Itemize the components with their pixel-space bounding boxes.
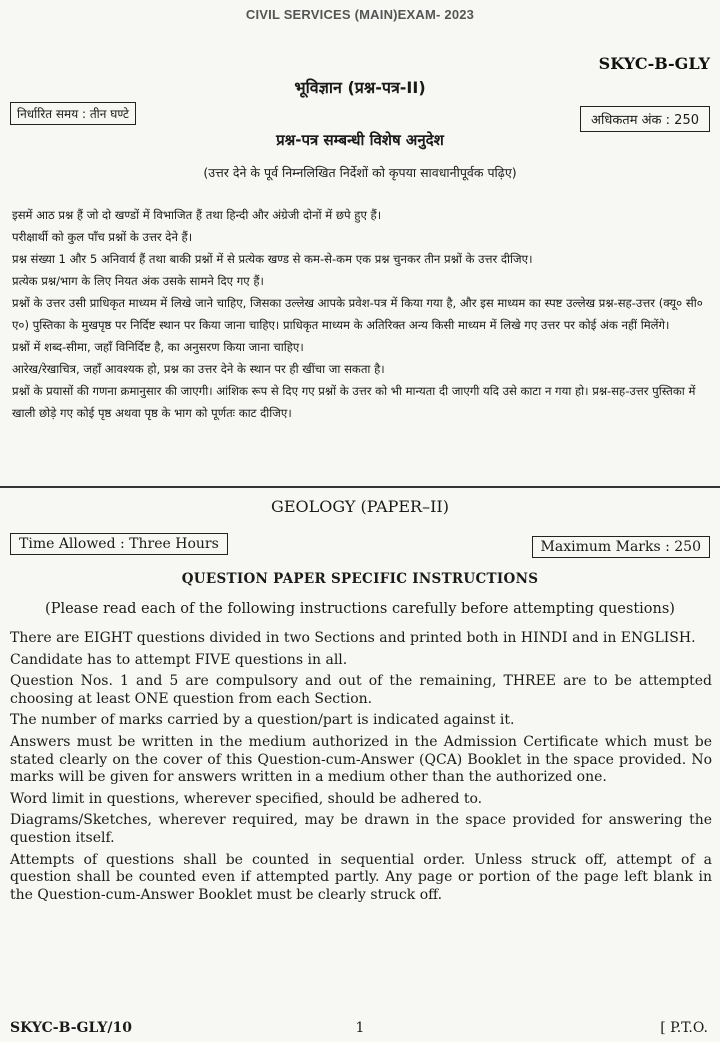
hindi-paper-title: भूविज्ञान (प्रश्न-पत्र-II) <box>294 78 426 97</box>
footer-page-number: 1 <box>355 1020 365 1036</box>
hindi-instruction: प्रश्नों में शब्द-सीमा, जहाँ विनिर्दिष्ट है, का अनुसरण किया जाना चाहिए। <box>12 340 304 354</box>
english-instruction: There are EIGHT questions divided in two Sections and printed both in HINDI and in ENGLISH. <box>10 630 696 646</box>
english-paper-title: GEOLOGY (PAPER–II) <box>271 497 449 516</box>
english-instruction: The number of marks carried by a question/part is indicated against it. <box>10 712 515 729</box>
english-instruction: Candidate has to attempt FIVE questions in all. <box>10 651 348 668</box>
hindi-instructions-list <box>12 204 712 424</box>
english-instruction: Word limit in questions, wherever specified, should be adhered to. <box>10 790 483 807</box>
hindi-instructions-heading: प्रश्न-पत्र सम्बन्धी विशेष अनुदेश <box>276 131 444 149</box>
hindi-instruction: प्रश्नों के उत्तर उसी प्राधिकृत माध्यम में लिखे जाने चाहिए, जिसका उल्लेख आपके प्रवेश-पत्र में किया गया है, और इस माध्यम का स्पष्ट उल्लेख प्रश्न-सह-उत्तर (क्यू० सी० ए०) पुस्तिका के मुखपृष्ठ पर निर्दिष्ट स्थान पर किया जाना चाहिए। प्राधिकृत माध्यम के अतिरिक्त अन्य किसी माध्यम में लिखे गए उत्तर पर कोई अंक नहीं मिलेंगे। <box>12 296 703 332</box>
hindi-instruction: प्रश्न संख्या 1 और 5 अनिवार्य हैं तथा बाकी प्रश्नों में से प्रत्येक खण्ड से कम-से-कम एक प्रश्न चुनकर तीन प्रश्नों के उत्तर दीजिए। <box>12 252 533 266</box>
exam-header: CIVIL SERVICES (MAIN)EXAM- 2023 <box>245 7 475 22</box>
footer-paper-code: SKYC-B-GLY/10 <box>10 1020 133 1036</box>
english-instruction: Attempts of questions shall be counted in sequential order. Unless struck off, attempt of a question shall be counted even if attempted partly. Any page or portion of the page left blank in the Question-cum-Answer Booklet must be clearly struck off. <box>10 851 712 903</box>
paper-code: SKYC-B-GLY <box>598 54 710 73</box>
section-divider <box>0 486 720 488</box>
english-time-allowed: Time Allowed : Three Hours <box>10 533 228 555</box>
hindi-instruction: इसमें आठ प्रश्न हैं जो दो खण्डों में विभाजित हैं तथा हिन्दी और अंग्रेजी दोनों में छपे हुए हैं। <box>12 208 382 222</box>
english-instructions-note: (Please read each of the following instructions carefully before attempting questions) <box>45 601 675 617</box>
hindi-instruction: प्रत्येक प्रश्न/भाग के लिए नियत अंक उसके सामने दिए गए हैं। <box>12 274 264 288</box>
hindi-instructions-note: (उत्तर देने के पूर्व निम्नलिखित निर्देशों को कृपया सावधानीपूर्वक पढ़िए) <box>203 165 517 180</box>
hindi-instruction: परीक्षार्थी को कुल पाँच प्रश्नों के उत्तर देने हैं। <box>12 230 193 244</box>
english-instructions-heading: QUESTION PAPER SPECIFIC INSTRUCTIONS <box>181 571 539 587</box>
hindi-time-allowed: निर्धारित समय : तीन घण्टे <box>10 102 136 125</box>
hindi-max-marks: अधिकतम अंक : 250 <box>580 106 710 132</box>
english-instructions-list <box>10 630 712 908</box>
english-instruction: Answers must be written in the medium authorized in the Admission Certificate which must be stated clearly on the cover of this Question-cum-Answer (QCA) Booklet in the space provided. No marks will be given for answers written in a medium other than the authorized one. <box>10 733 712 786</box>
hindi-instruction: आरेख/रेखाचित्र, जहाँ आवश्यक हो, प्रश्न का उत्तर देने के स्थान पर ही खींचा जा सकता है। <box>12 362 385 376</box>
english-instruction: Diagrams/Sketches, wherever required, may be drawn in the space provided for answering the question itself. <box>10 812 712 846</box>
footer-pto: [ P.T.O. <box>660 1020 708 1036</box>
english-instruction: Question Nos. 1 and 5 are compulsory and out of the remaining, THREE are to be attempted choosing at least ONE question from each Section. <box>10 673 712 707</box>
hindi-instruction: प्रश्नों के प्रयासों की गणना क्रमानुसार की जाएगी। आंशिक रूप से दिए गए प्रश्नों के उत्तर को भी मान्यता दी जाएगी यदि उसे काटा न गया हो। प्रश्न-सह-उत्तर पुस्तिका में खाली छोड़े गए कोई पृष्ठ अथवा पृष्ठ के भाग को पूर्णतः काट दीजिए। <box>12 384 696 420</box>
english-max-marks: Maximum Marks : 250 <box>532 536 710 558</box>
